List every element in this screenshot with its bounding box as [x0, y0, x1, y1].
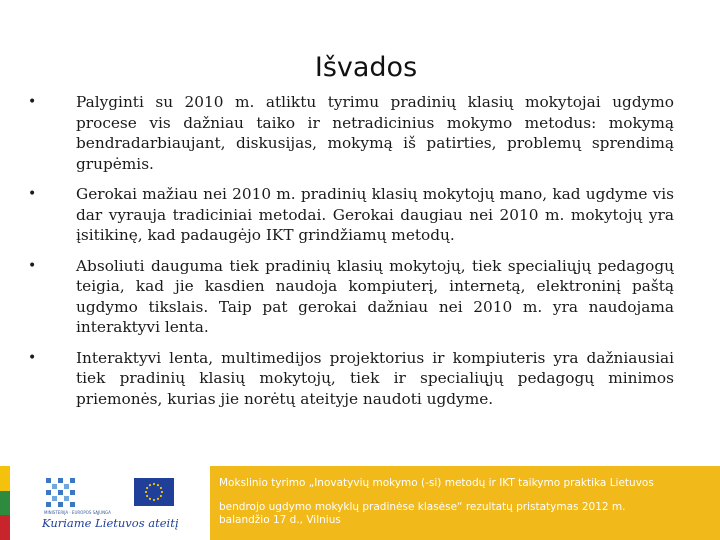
- logo-caption: MINISTERIJA · EUROPOS SĄJUNGA: [44, 510, 111, 515]
- bullet-dot: •: [28, 349, 37, 366]
- slide-title: Išvados: [314, 52, 418, 83]
- funding-logo: [38, 474, 184, 534]
- footer-line-2: bendrojo ugdymo mokyklų pradinėse klasėse“ rezultatų pristatymas 2012 m.: [219, 501, 626, 513]
- footer-logo-area: [0, 466, 210, 540]
- bullet-dot: •: [28, 257, 37, 274]
- bullet-dot: •: [28, 94, 37, 110]
- footer-line-1: Mokslinio tyrimo „Inovatyvių mokymo (-si) metodų ir IKT taikymo praktika Lietuvos: [219, 477, 654, 489]
- bullet-item: [28, 256, 674, 338]
- footer-band: [210, 466, 720, 540]
- slide-title-wrap: [0, 52, 720, 83]
- bullet-text: Palyginti su 2010 m. atliktu tyrimu pradinių klasių mokytojai ugdymo procese vis dažniau taiko ir netradicinius mokymo metodus: mokymą bendradarbiaujant, diskusijas, mokymą iš patirties, problemų sprendimą grupėmis.: [76, 93, 674, 173]
- flag-stripe-green: [0, 491, 10, 516]
- bullet-text: Interaktyvi lenta, multimedijos projektorius ir kompiuteris yra dažniausiai tiek pradinių klasių mokytojų, tiek ir specialiųjų pedagogų minimos priemonės, kurias jie norėtų ateityje naudoti ugdyme.: [76, 348, 674, 408]
- bullet-item: [28, 92, 674, 174]
- flag-stripe-red: [0, 515, 10, 540]
- eu-flag-icon: [134, 478, 174, 506]
- lithuanian-flag-stripes: [0, 466, 10, 540]
- bullet-item: [28, 184, 674, 246]
- footer-line-3: balandžio 17 d., Vilnius: [219, 514, 341, 526]
- conclusions-list: [28, 92, 674, 419]
- bullet-text: Gerokai mažiau nei 2010 m. pradinių klasių mokytojų mano, kad ugdyme vis dar vyrauja tradiciniai metodai. Gerokai daugiau nei 2010 m. mokytojų yra įsitikinę, kad padaugėjo IKT grindžiamų metodų.: [76, 185, 674, 244]
- eu-stars-icon: [134, 478, 174, 506]
- flag-stripe-yellow: [0, 466, 10, 491]
- bullet-item: [28, 348, 674, 410]
- bullet-text: Absoliuti dauguma tiek pradinių klasių mokytojų, tiek specialiųjų pedagogų teigia, kad jie kasdien naudoja kompiuterį, internetą, elektroninį paštą ugdymo tikslais. Taip pat gerokai dažniau nei 2010 m. yra naudojama interaktyvi lenta.: [76, 256, 674, 336]
- ministry-logo-icon: [46, 478, 76, 508]
- bullet-dot: •: [28, 186, 37, 202]
- slogan-text: Kuriame Lietuvos ateitį: [42, 516, 179, 530]
